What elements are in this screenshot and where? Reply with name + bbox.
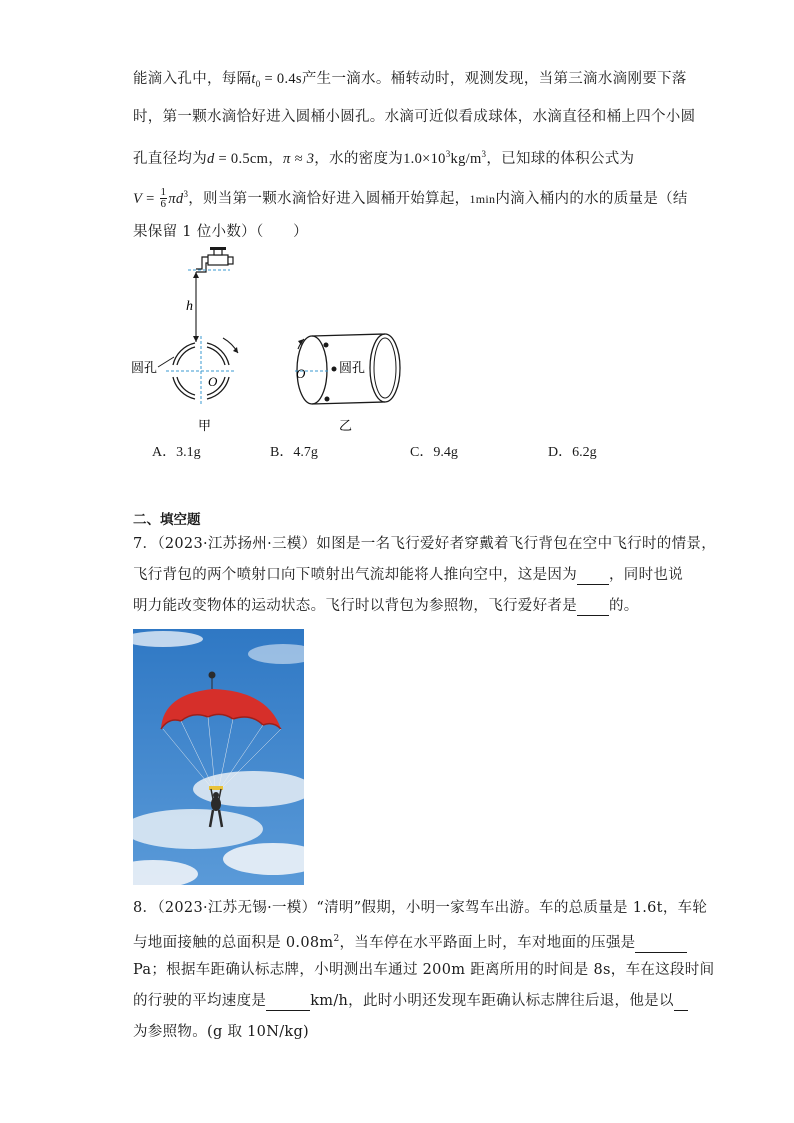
- t0-symbol: t: [251, 71, 256, 87]
- density-exponent: 3: [445, 149, 451, 159]
- q8-text: 与地面接触的总面积是 0.08m: [133, 934, 334, 951]
- time-1min: 1min: [469, 191, 496, 206]
- q8-text: ，当车停在水平路面上时，车对地面的压强是: [339, 934, 636, 951]
- q7-text: 的。: [609, 598, 639, 614]
- q6-figure: [130, 245, 430, 440]
- q7-text: ，同时也说: [609, 567, 683, 583]
- q6-text: 孔直径均为: [133, 150, 207, 167]
- q6-text: ，则当第一颗水滴恰好进入圆桶开始算起，: [188, 190, 470, 207]
- figure-label-a: 甲: [198, 418, 212, 433]
- hole-label-2: 圆孔: [339, 360, 366, 375]
- pi-d: πd: [168, 190, 184, 207]
- equals: =: [142, 190, 159, 207]
- q6-line-2: 时，第一颗水滴恰好进入圆桶小圆孔。水滴可近似看成球体，水滴直径和桶上四个小圆: [133, 109, 696, 125]
- q8-line-4: [133, 991, 688, 1011]
- q6-text: ，: [268, 150, 284, 167]
- equals: =: [260, 71, 277, 87]
- q6-text: 内滴入桶内的水的质量是（结: [495, 190, 688, 207]
- q8-line-2: [133, 929, 687, 953]
- q6-line-1: [133, 69, 687, 94]
- t0-subscript: 0: [255, 78, 261, 89]
- q7-line-2: [133, 565, 683, 585]
- v-symbol: V: [133, 190, 143, 207]
- answer-blank[interactable]: [635, 938, 687, 953]
- fraction-numerator: 1: [160, 186, 167, 199]
- q6-line-5: 果保留 1 位小数）（ ）: [133, 224, 308, 240]
- pi-d-exponent: 3: [183, 189, 189, 199]
- faucet-icon: [196, 247, 233, 272]
- pi-approx: π ≈ 3: [283, 150, 315, 167]
- drum-front-view: [158, 336, 238, 405]
- q8-line-5: 为参照物。(g 取 10N/kg): [133, 1024, 310, 1040]
- rotation-arrow-icon: [233, 347, 238, 353]
- center-o-label: O: [208, 374, 218, 389]
- q7-text: 明力能改变物体的运动状态。飞行时以背包为参照物，飞行爱好者是: [133, 598, 577, 614]
- density-value: 1.0×10: [403, 150, 446, 167]
- t0-value: 0.4s: [276, 71, 302, 87]
- q7-line-1: 7．（2023·江苏扬州·三模）如图是一名飞行爱好者穿戴着飞行背包在空中飞行时的情景，: [133, 536, 716, 552]
- h-label: h: [186, 299, 193, 314]
- d-value: = 0.5cm: [214, 150, 269, 167]
- q6-line-4: [133, 184, 688, 210]
- q8-text: km/h，此时小明还发现车距确认标志牌往后退，他是以: [310, 993, 674, 1009]
- q7-text: 飞行背包的两个喷射口向下喷射出气流却能将人推向空中，这是因为: [133, 567, 577, 583]
- fraction-denominator: 6: [160, 198, 167, 211]
- option-b[interactable]: B．4.7g: [270, 445, 318, 460]
- figure-label-b: 乙: [339, 418, 353, 433]
- option-a[interactable]: A．3.1g: [152, 445, 201, 460]
- d-symbol: d: [207, 150, 215, 167]
- q8-line-1: 8．（2023·江苏无锡·一模）“清明”假期，小明一家驾车出游。车的总质量是 1.6t，车轮: [133, 900, 708, 916]
- area-exponent: 2: [333, 934, 340, 944]
- option-d[interactable]: D．6.2g: [548, 445, 597, 460]
- answer-blank[interactable]: [577, 601, 609, 616]
- q6-line-3: [133, 144, 634, 169]
- section-heading: 二、填空题: [133, 512, 201, 528]
- q7-line-3: [133, 596, 639, 616]
- paraglider-photo: [133, 629, 304, 885]
- hole-label: 圆孔: [131, 360, 158, 375]
- center-o-label-2: O: [296, 366, 306, 381]
- q6-text: ，水的密度为: [314, 150, 404, 167]
- answer-blank[interactable]: [577, 570, 609, 585]
- density-unit: kg/m: [450, 150, 482, 167]
- q6-text: 产生一滴水。桶转动时，观测发现，当第三滴水滴刚要下落: [301, 71, 687, 87]
- answer-blank[interactable]: [266, 996, 310, 1011]
- option-c[interactable]: C．9.4g: [410, 445, 458, 460]
- answer-blank[interactable]: [674, 996, 688, 1011]
- q8-line-3: Pa；根据车距确认标志牌，小明测出车通过 200m 距离所用的时间是 8s，车在这段时间: [133, 962, 715, 978]
- q6-text: ，已知球的体积公式为: [486, 150, 635, 167]
- q8-text: 的行驶的平均速度是: [133, 993, 267, 1009]
- density-unit-exponent: 3: [481, 149, 487, 159]
- fraction: [160, 187, 168, 210]
- q6-text: 能滴入孔中，每隔: [133, 71, 252, 87]
